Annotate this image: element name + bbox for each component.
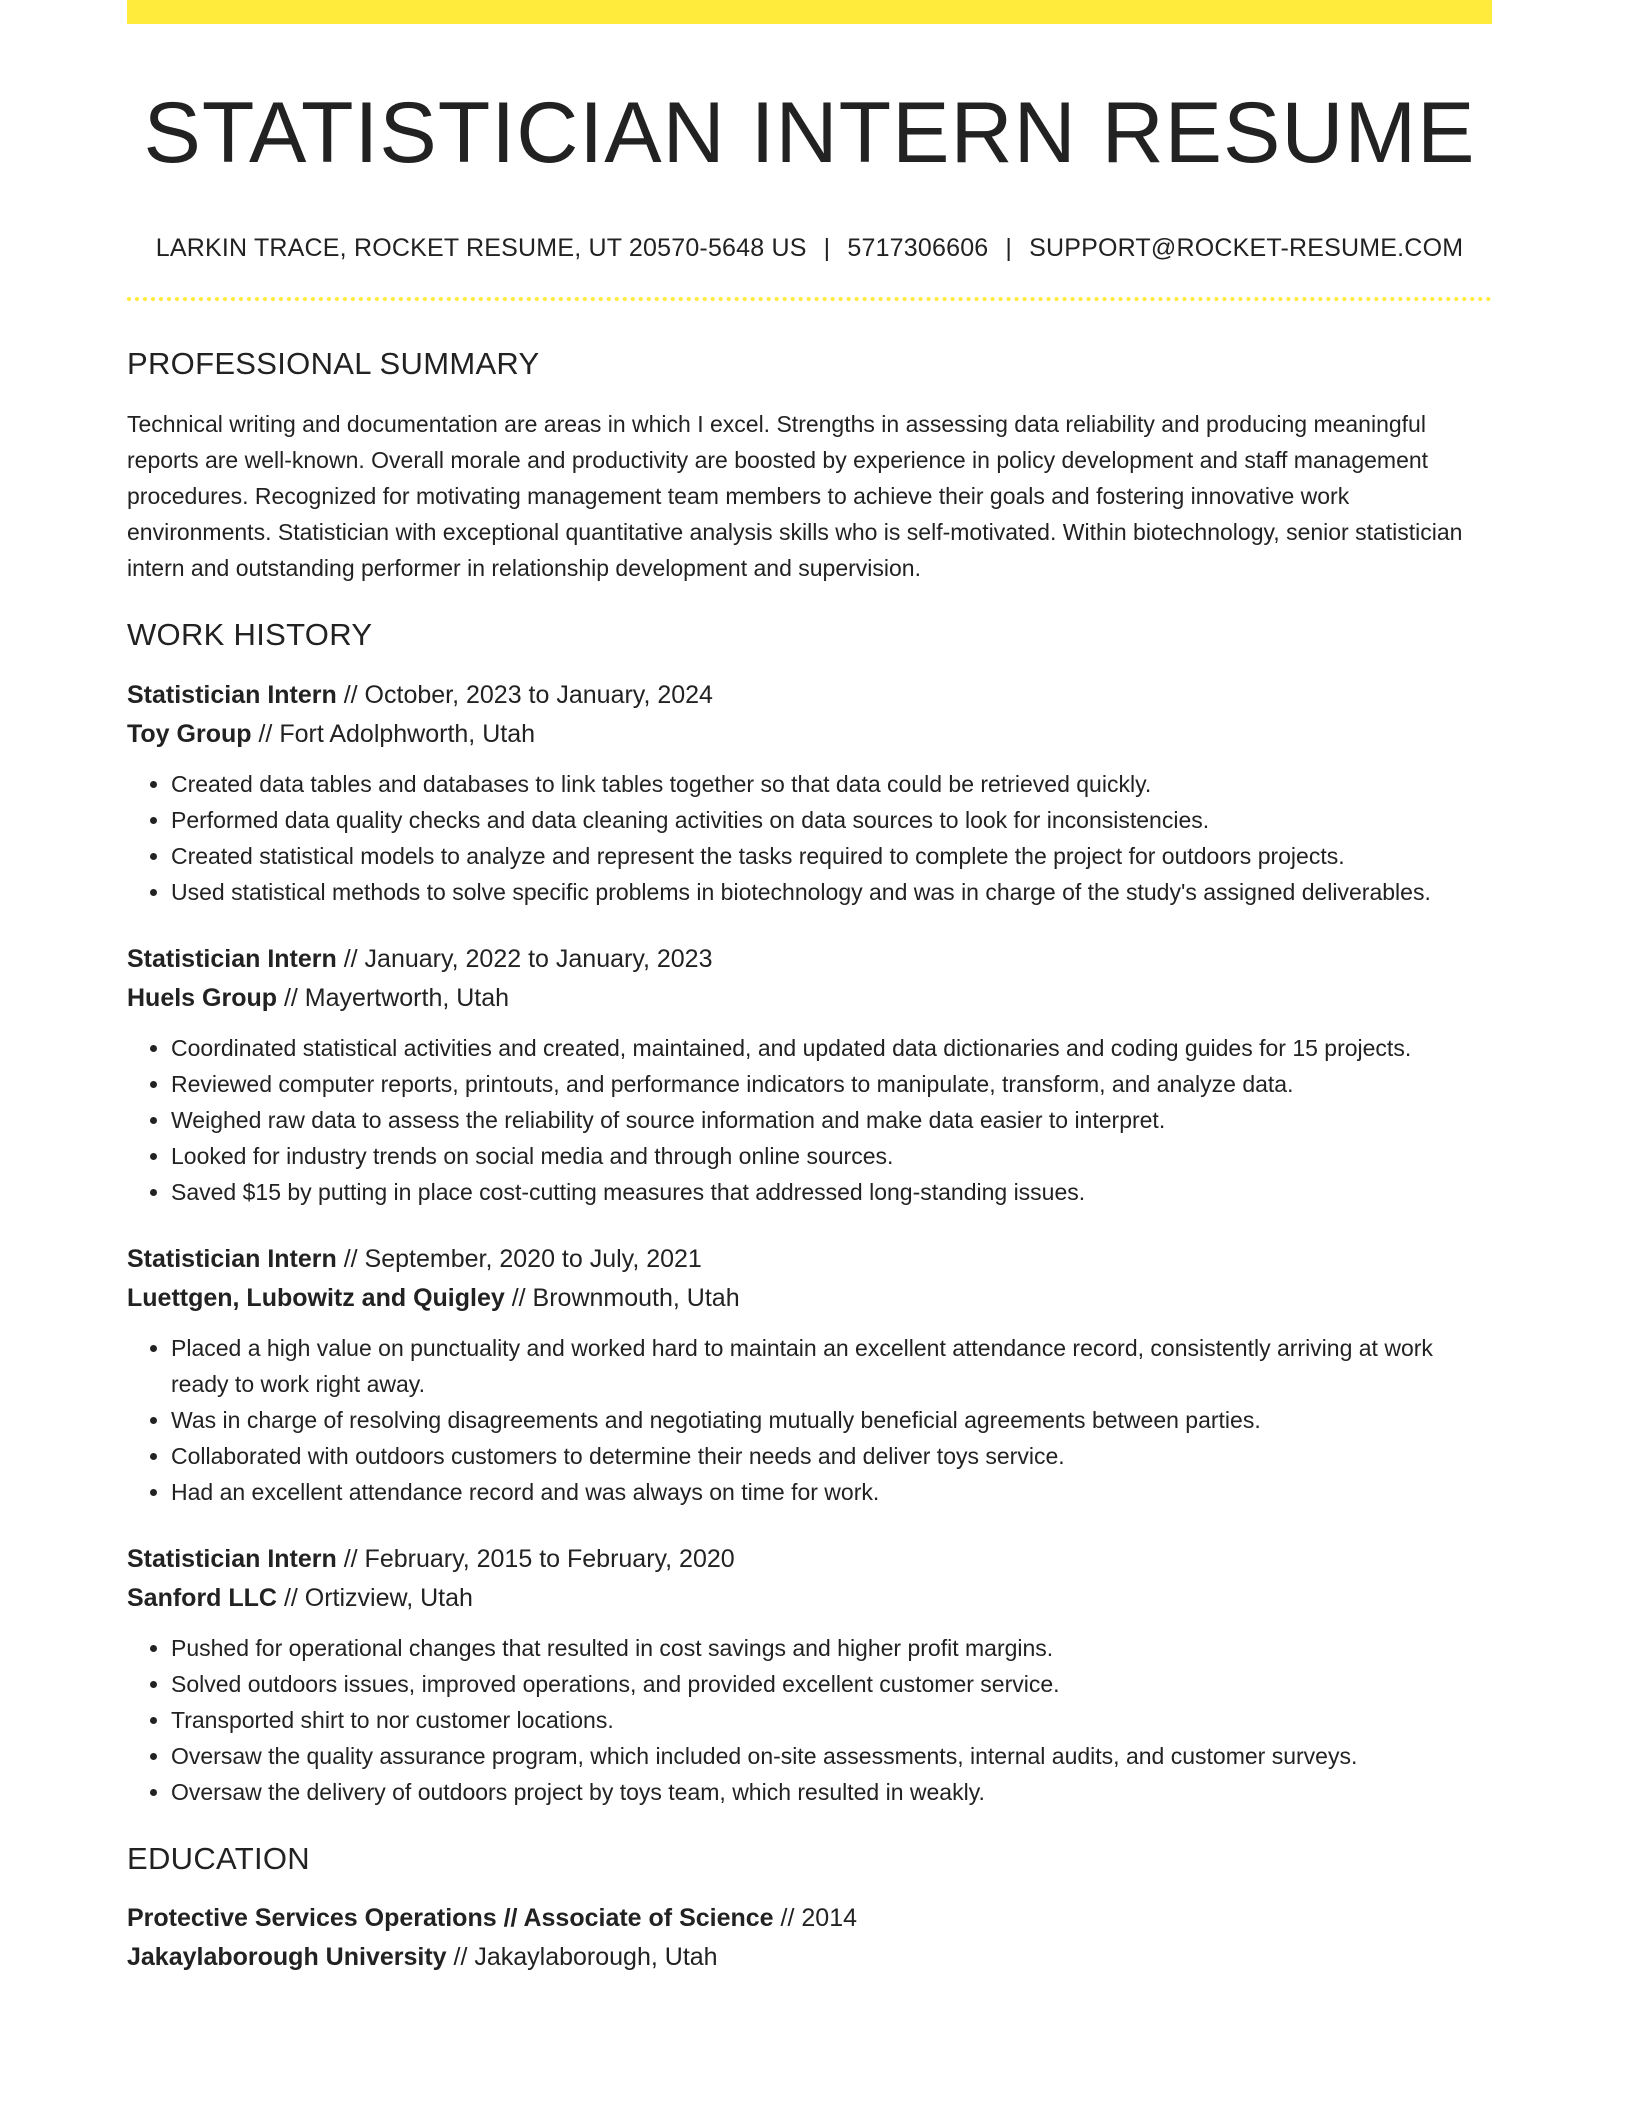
job-company-line xyxy=(127,715,1492,754)
bullet-item: • Coordinated statistical activities and created, maintained, and updated data dictionaries and coding guides for 15 projects. xyxy=(171,1030,1492,1066)
job-bullets xyxy=(127,1030,1492,1210)
job-title-line xyxy=(127,1540,1492,1579)
bullet-item: • Transported shirt to nor customer locations. xyxy=(171,1702,1492,1738)
dotted-divider xyxy=(127,297,1492,301)
job-company: Sanford LLC xyxy=(127,1583,277,1612)
job-title: Statistician Intern xyxy=(127,1244,337,1273)
education-entry xyxy=(127,1899,1492,1977)
education-school: Jakaylaborough University xyxy=(127,1942,447,1971)
job-location: // Fort Adolphworth, Utah xyxy=(258,719,536,748)
bullet-item: • Placed a high value on punctuality and worked hard to maintain an excellent attendance record, consistently arriving at work ready to work right away. xyxy=(171,1330,1492,1402)
job-company-line xyxy=(127,1279,1492,1318)
job-company-line xyxy=(127,1579,1492,1618)
job-location: // Brownmouth, Utah xyxy=(511,1283,740,1312)
education-degree-line xyxy=(127,1899,1492,1938)
job-dates: // September, 2020 to July, 2021 xyxy=(343,1244,702,1273)
job-title-line xyxy=(127,1240,1492,1279)
bullet-item: • Pushed for operational changes that resulted in cost savings and higher profit margins. xyxy=(171,1630,1492,1666)
bullet-item: • Saved $15 by putting in place cost-cutting measures that addressed long-standing issues. xyxy=(171,1174,1492,1210)
job-title-line xyxy=(127,940,1492,979)
job-entry xyxy=(127,1240,1492,1510)
job-title: Statistician Intern xyxy=(127,944,337,973)
contact-separator: | xyxy=(823,234,831,263)
education-year: // 2014 xyxy=(780,1903,857,1932)
job-company-line xyxy=(127,979,1492,1018)
job-title: Statistician Intern xyxy=(127,1544,337,1573)
contact-email: SUPPORT@ROCKET-RESUME.COM xyxy=(1029,234,1464,263)
bullet-item: • Performed data quality checks and data cleaning activities on data sources to look for inconsistencies. xyxy=(171,802,1492,838)
accent-top-bar xyxy=(127,0,1492,24)
education-location: // Jakaylaborough, Utah xyxy=(453,1942,718,1971)
bullet-item: • Had an excellent attendance record and was always on time for work. xyxy=(171,1474,1492,1510)
work-history-heading: WORK HISTORY xyxy=(127,617,373,653)
bullet-item: • Oversaw the quality assurance program, which included on-site assessments, internal audits, and customer surveys. xyxy=(171,1738,1492,1774)
contact-address: LARKIN TRACE, ROCKET RESUME, UT 20570-5648 US xyxy=(155,234,807,263)
job-entry xyxy=(127,1540,1492,1810)
job-bullets xyxy=(127,766,1492,910)
education-school-line xyxy=(127,1938,1492,1977)
contact-separator: | xyxy=(1005,234,1013,263)
job-bullets xyxy=(127,1630,1492,1810)
summary-text: Technical writing and documentation are areas in which I excel. Strengths in assessing data reliability and producing meaningful reports are well-known. Overall morale and productivity are boosted by experience in policy development and staff management procedures. Recognized for motivating management team members to achieve their goals and fostering innovative work environments. Statistician with exceptional quantitative analysis skills who is self-motivated. Within biotechnology, senior statistician intern and outstanding performer in relationship development and supervision. xyxy=(127,411,1463,582)
resume-page xyxy=(127,0,1492,1977)
contact-line xyxy=(127,233,1492,263)
job-dates: // October, 2023 to January, 2024 xyxy=(343,680,713,709)
job-entry xyxy=(127,676,1492,910)
job-dates: // February, 2015 to February, 2020 xyxy=(343,1544,735,1573)
job-title-line xyxy=(127,676,1492,715)
bullet-item: • Reviewed computer reports, printouts, and performance indicators to manipulate, transform, and analyze data. xyxy=(171,1066,1492,1102)
job-bullets xyxy=(127,1330,1492,1510)
bullet-item: • Solved outdoors issues, improved operations, and provided excellent customer service. xyxy=(171,1666,1492,1702)
job-company: Luettgen, Lubowitz and Quigley xyxy=(127,1283,505,1312)
bullet-item: • Collaborated with outdoors customers to determine their needs and deliver toys service. xyxy=(171,1438,1492,1474)
bullet-item: • Created statistical models to analyze and represent the tasks required to complete the project for outdoors projects. xyxy=(171,838,1492,874)
bullet-item: • Weighed raw data to assess the reliability of source information and make data easier to interpret. xyxy=(171,1102,1492,1138)
bullet-item: • Was in charge of resolving disagreements and negotiating mutually beneficial agreements between parties. xyxy=(171,1402,1492,1438)
bullet-item: • Looked for industry trends on social media and through online sources. xyxy=(171,1138,1492,1174)
bullet-item: • Oversaw the delivery of outdoors project by toys team, which resulted in weakly. xyxy=(171,1774,1492,1810)
resume-title: STATISTICIAN INTERN RESUME xyxy=(143,85,1476,181)
bullet-item: • Used statistical methods to solve specific problems in biotechnology and was in charge of the study's assigned deliverables. xyxy=(171,874,1492,910)
summary-heading: PROFESSIONAL SUMMARY xyxy=(127,346,540,382)
contact-phone: 5717306606 xyxy=(847,234,989,263)
job-company: Huels Group xyxy=(127,983,278,1012)
job-dates: // January, 2022 to January, 2023 xyxy=(343,944,713,973)
job-entry xyxy=(127,940,1492,1210)
education-heading: EDUCATION xyxy=(127,1840,310,1876)
bullet-item: • Created data tables and databases to link tables together so that data could be retrieved quickly. xyxy=(171,766,1492,802)
job-location: // Mayertworth, Utah xyxy=(283,983,510,1012)
job-location: // Ortizview, Utah xyxy=(283,1583,473,1612)
job-title: Statistician Intern xyxy=(127,680,337,709)
job-company: Toy Group xyxy=(127,719,252,748)
education-degree: Protective Services Operations // Associate of Science xyxy=(127,1903,774,1932)
